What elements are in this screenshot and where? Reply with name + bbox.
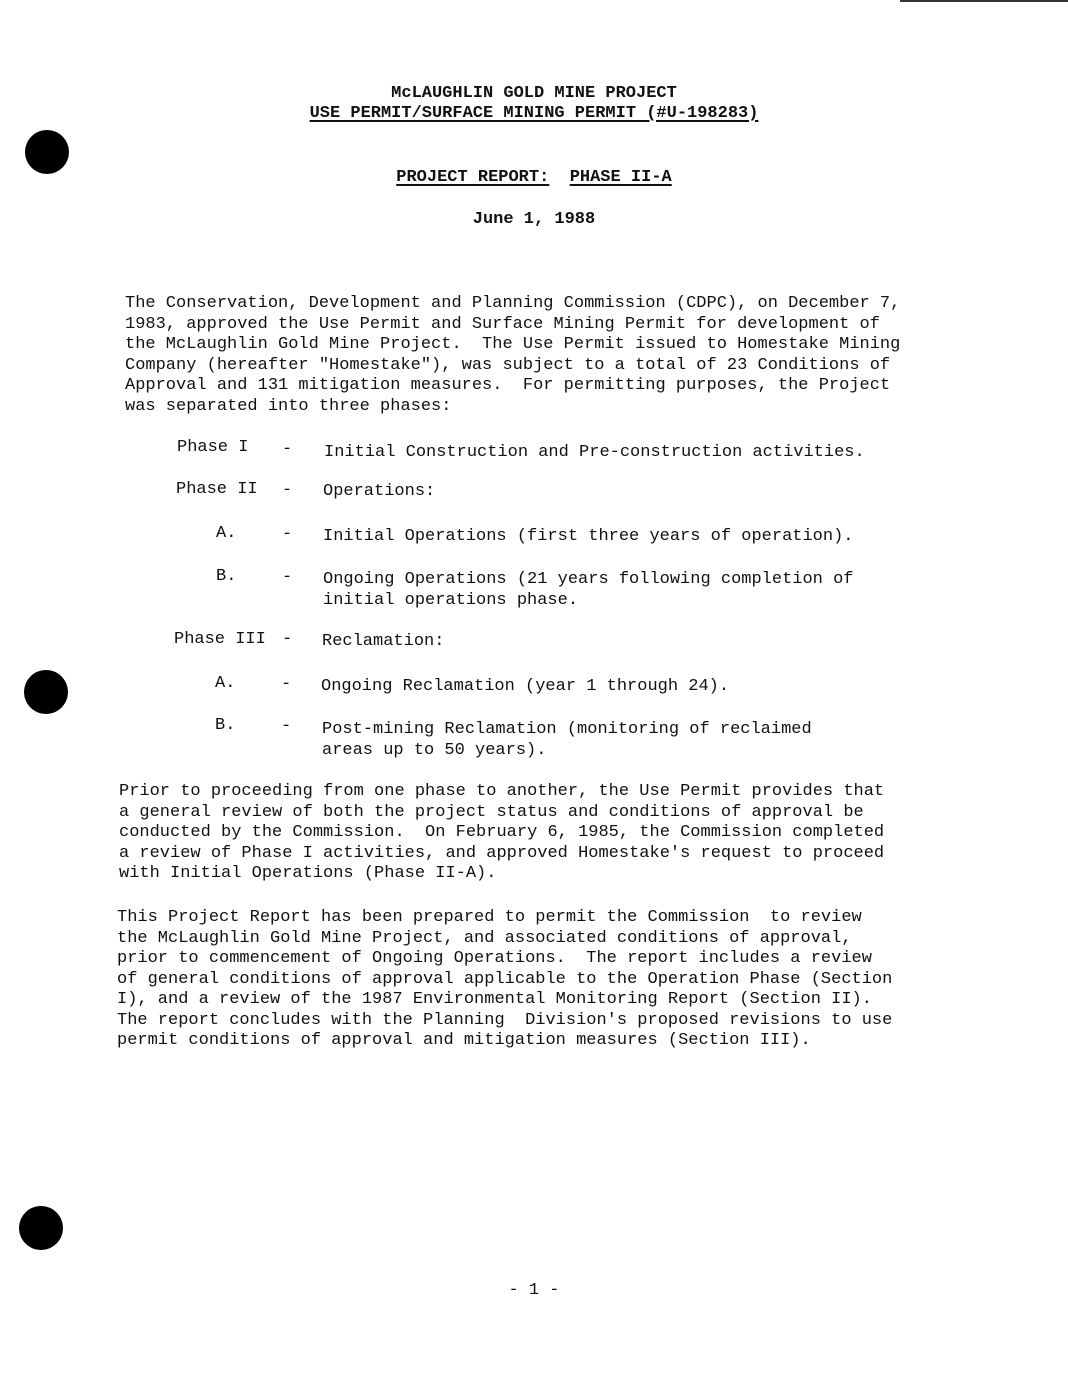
report-paragraph: This Project Report has been prepared to permit the Commission to review the McLaughlin Gold Mine Project, and associated conditions of approval, prior to commencement of Ongoing Operations. The report includes a review of general conditions of approval applicable to the Operation Phase (Section I), and a review of the 1987 Environmental Monitoring Report (Section II). The report concludes with the Planning Division's proposed revisions to use permit conditions of approval and mitigation measures (Section III). — [117, 908, 893, 1050]
permit-title: USE PERMIT/SURFACE MINING PERMIT (#U-198283) — [309, 104, 759, 123]
phase-text: Reclamation: — [322, 632, 445, 651]
report-date: June 1, 1988 — [472, 210, 596, 229]
report-phase: PHASE II-A — [569, 168, 672, 187]
phase-label: B. — [216, 567, 237, 586]
punch-hole-bottom — [19, 1206, 63, 1250]
phase-text: Initial Operations (first three years of operation). — [323, 527, 854, 546]
phase-dash: - — [282, 525, 293, 544]
punch-hole-middle — [24, 670, 68, 714]
report-label: PROJECT REPORT: — [396, 168, 550, 187]
phase-dash: - — [281, 717, 292, 736]
phase-label: Phase I — [177, 438, 249, 457]
intro-paragraph: The Conservation, Development and Planning Commission (CDPC), on December 7, 1983, approved the Use Permit and Surface Mining Permit for development of the McLaughlin Gold Mine Project. The Use Permit issued to Homestake Mining Company (hereafter "Homestake"), was subject to a total of 23 Conditions of Approval and 131 mitigation measures. For permitting purposes, the Project was separated into three phases: — [125, 294, 901, 416]
scan-edge-line — [900, 0, 1068, 2]
phase-dash: - — [282, 568, 293, 587]
phase-text: Operations: — [323, 482, 436, 501]
phase-label: Phase II — [176, 480, 258, 499]
phase-text: Initial Construction and Pre-construction activities. — [324, 443, 865, 462]
phase-dash: - — [282, 630, 293, 649]
phase-dash: - — [282, 481, 293, 500]
phase-label: Phase III — [174, 630, 266, 649]
report-heading — [0, 168, 1068, 188]
phase-label: A. — [216, 524, 237, 543]
phase-label: B. — [215, 716, 236, 735]
phase-dash: - — [281, 675, 292, 694]
phase-text: Ongoing Operations (21 years following completion of initial operations phase. — [323, 570, 854, 610]
phase-text: Ongoing Reclamation (year 1 through 24). — [321, 677, 730, 696]
project-title: McLAUGHLIN GOLD MINE PROJECT — [391, 84, 677, 103]
phase-text: Post-mining Reclamation (monitoring of reclaimed areas up to 50 years). — [322, 720, 812, 760]
review-paragraph: Prior to proceeding from one phase to another, the Use Permit provides that a general review of both the project status and conditions of approval be conducted by the Commission. On February 6, 1985, the Commission completed a review of Phase I activities, and approved Homestake's request to proceed with Initial Operations (Phase II-A). — [119, 782, 885, 883]
phase-dash: - — [282, 440, 293, 459]
phase-label: A. — [215, 674, 236, 693]
page-number: - 1 - — [508, 1281, 560, 1300]
